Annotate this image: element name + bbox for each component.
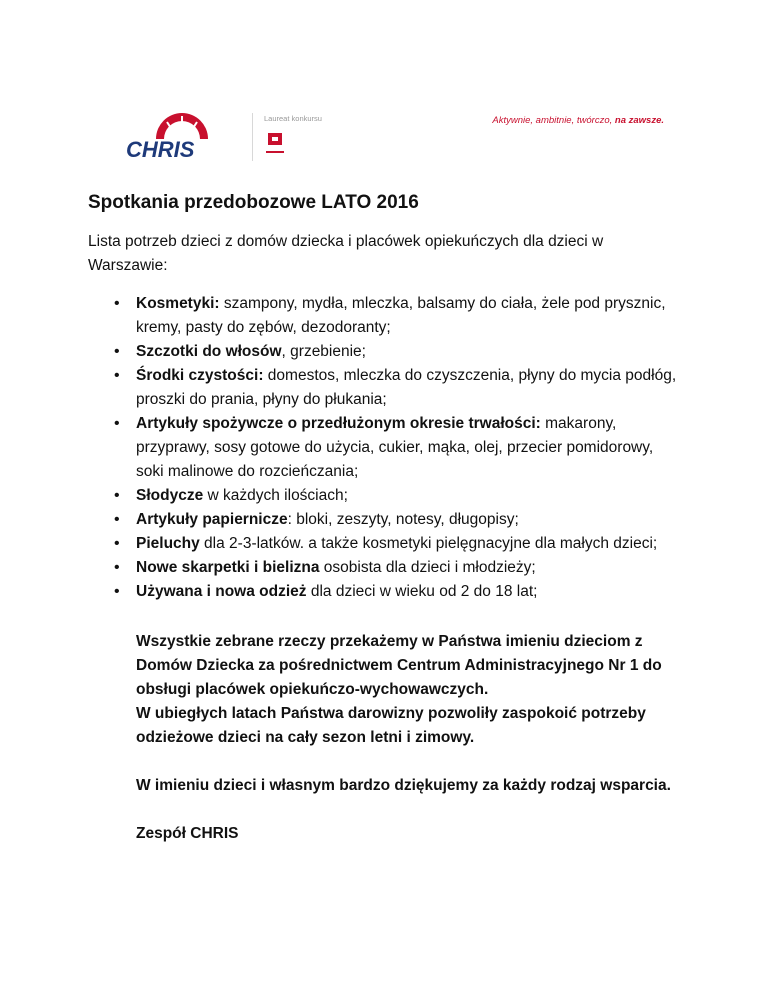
list-item bbox=[136, 508, 678, 532]
item-text: dla 2-3-latków. a także kosmetyki pielęgnacyjne dla małych dzieci; bbox=[199, 535, 658, 552]
list-item bbox=[136, 556, 678, 580]
list-item bbox=[136, 364, 678, 412]
logo-text: CHRIS bbox=[126, 137, 195, 162]
closing-section bbox=[88, 630, 678, 846]
item-label: Używana i nowa odzież bbox=[136, 583, 307, 600]
signature: Zespół CHRIS bbox=[136, 825, 239, 842]
laureat-label: Laureat konkursu bbox=[264, 114, 322, 123]
letterhead bbox=[0, 0, 768, 175]
chris-logo bbox=[126, 113, 238, 163]
closing-p1: Wszystkie zebrane rzeczy przekażemy w Państwa imieniu dzieciom z Domów Dziecka za pośrednictwem Centrum Administracyjnego Nr 1 do obsługi placówek opiekuńczo-wychowawczych. bbox=[136, 633, 662, 698]
award-badge-icon bbox=[264, 131, 288, 157]
item-text: w każdych ilościach; bbox=[203, 487, 348, 504]
slogan-bold: na zawsze. bbox=[614, 115, 664, 126]
item-label: Artykuły spożywcze o przedłużonym okresie trwałości: bbox=[136, 415, 541, 432]
item-text: szampony, mydła, mleczka, balsamy do ciała, żele pod prysznic, kremy, pasty do zębów, dezodoranty; bbox=[136, 295, 666, 336]
intro-text: Lista potrzeb dzieci z domów dziecka i placówek opiekuńczych dla dzieci w Warszawie: bbox=[88, 233, 604, 274]
item-label: Pieluchy bbox=[136, 535, 200, 552]
list-item bbox=[136, 292, 678, 340]
item-label: Nowe skarpetki i bielizna bbox=[136, 559, 320, 576]
list-item bbox=[136, 580, 678, 604]
thanks-paragraph: W imieniu dzieci i własnym bardzo dziękujemy za każdy rodzaj wsparcia. bbox=[136, 777, 671, 794]
item-label: Słodycze bbox=[136, 487, 204, 504]
item-label: Środki czystości: bbox=[136, 367, 264, 384]
list-item bbox=[136, 484, 678, 508]
item-text: dla dzieci w wieku od 2 do 18 lat; bbox=[306, 583, 538, 600]
item-label: Artykuły papiernicze bbox=[136, 511, 288, 528]
slogan bbox=[492, 115, 664, 126]
document-body bbox=[88, 190, 678, 870]
slogan-main: Aktywnie, ambitnie, twórczo, bbox=[492, 115, 613, 126]
closing-paragraph bbox=[136, 630, 678, 750]
list-item bbox=[136, 532, 678, 556]
list-item bbox=[136, 340, 678, 364]
item-text: : bloki, zeszyty, notesy, długopisy; bbox=[287, 511, 519, 528]
needs-list bbox=[88, 292, 678, 604]
closing-p2: W ubiegłych latach Państwa darowizny pozwoliły zaspokoić potrzeby odzieżowe dzieci na cały sezon letni i zimowy. bbox=[136, 705, 646, 746]
header-divider bbox=[252, 113, 253, 161]
item-text: domestos, mleczka do czyszczenia, płyny do mycia podłóg, proszki do prania, płyny do płukania; bbox=[136, 367, 677, 408]
item-text: makarony, przyprawy, sosy gotowe do użycia, cukier, mąka, olej, przecier pomidorowy, soki malinowe do rozcieńczania; bbox=[136, 415, 654, 480]
page-title: Spotkania przedobozowe LATO 2016 bbox=[88, 192, 419, 213]
item-text: , grzebienie; bbox=[281, 343, 366, 360]
list-item bbox=[136, 412, 678, 484]
item-label: Szczotki do włosów bbox=[136, 343, 282, 360]
item-text: osobista dla dzieci i młodzieży; bbox=[319, 559, 536, 576]
item-label: Kosmetyki: bbox=[136, 295, 220, 312]
